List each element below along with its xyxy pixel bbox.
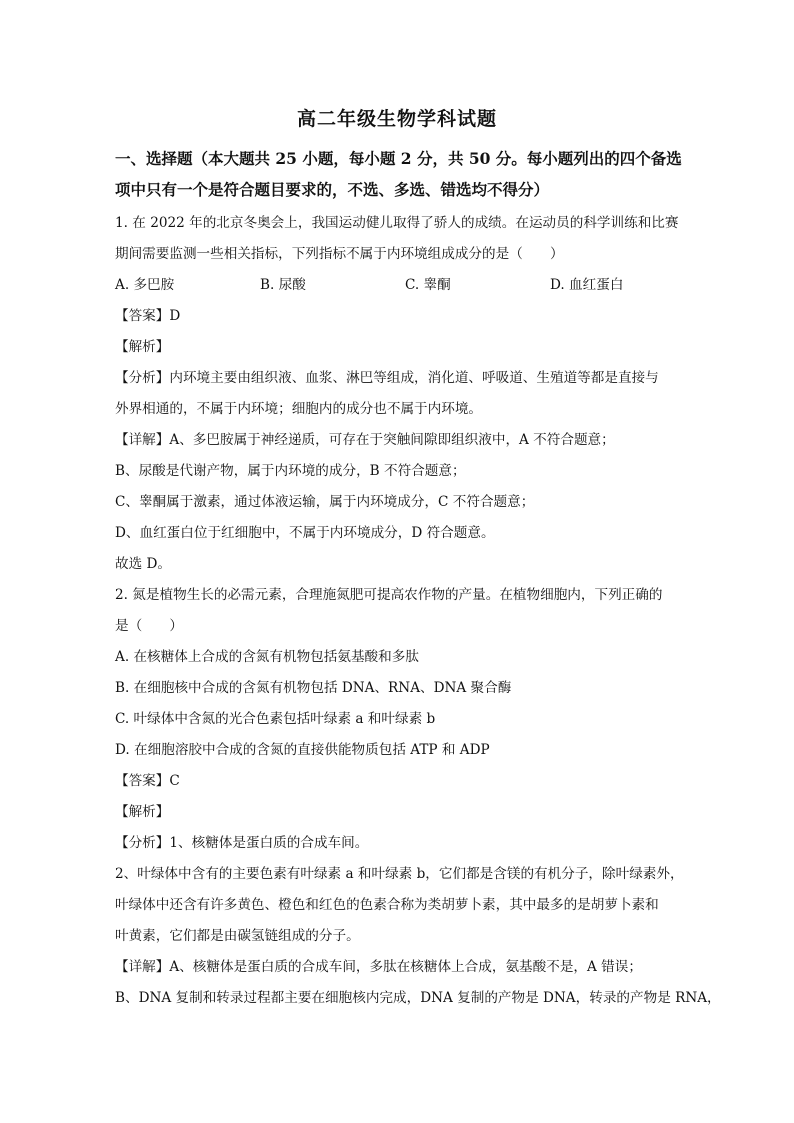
analysis-text: 2、叶绿体中含有的主要色素有叶绿素 a 和叶绿素 b，它们都是含镁的有机分子，除叶绿素外， — [115, 866, 684, 882]
option-b: B. 在细胞核中合成的含氮有机物包括 DNA、RNA、DNA 聚合酶 — [115, 680, 512, 696]
option-d: D. 血红蛋白 — [550, 277, 624, 293]
answer-line: 【答案】D — [115, 308, 181, 324]
question-stem: 2. 氮是植物生长的必需元素，合理施氮肥可提高农作物的产量。在植物细胞内，下列正确的 — [115, 587, 663, 603]
question-stem: 是（ ） — [115, 618, 183, 634]
detail-text: B、DNA 复制和转录过程都主要在细胞核内完成，DNA 复制的产物是 DNA，转录的产物是 RNA， — [115, 990, 721, 1006]
analysis-text: 叶绿体中还含有许多黄色、橙色和红色的色素合称为类胡萝卜素，其中最多的是胡萝卜素和 — [115, 897, 659, 913]
option-c: C. 叶绿体中含氮的光合色素包括叶绿素 a 和叶绿素 b — [115, 711, 436, 727]
section-heading-line: 项中只有一个是符合题目要求的，不选、多选、错选均不得分） — [115, 180, 550, 199]
option-b: B. 尿酸 — [260, 277, 306, 293]
option-a: A. 多巴胺 — [115, 277, 175, 293]
question-body — [115, 208, 721, 1014]
question-2 — [115, 580, 721, 1014]
option-d: D. 在细胞溶胶中合成的含氮的直接供能物质包括 ATP 和 ADP — [115, 742, 490, 758]
conclusion-text: 故选 D。 — [115, 556, 172, 572]
detail-text: B、尿酸是代谢产物，属于内环境的成分，B 不符合题意； — [115, 463, 466, 479]
analysis-tag: 【解析】 — [115, 339, 170, 355]
option-row — [115, 270, 695, 301]
detail-text: 【详解】A、核糖体是蛋白质的合成车间，多肽在核糖体上合成，氨基酸不是，A 错误； — [115, 959, 642, 975]
analysis-tag: 【解析】 — [115, 804, 170, 820]
section-heading-line: 一、选择题（本大题共 25 小题，每小题 2 分，共 50 分。每小题列出的四个备选 — [115, 149, 682, 168]
question-stem: 期间需要监测一些相关指标，下列指标不属于内环境组成成分的是（ ） — [115, 246, 564, 262]
option-a: A. 在核糖体上合成的含氮有机物包括氨基酸和多肽 — [115, 649, 419, 665]
analysis-text: 【分析】内环境主要由组织液、血浆、淋巴等组成，消化道、呼吸道、生殖道等都是直接与 — [115, 370, 659, 386]
analysis-text: 外界相通的，不属于内环境；细胞内的成分也不属于内环境。 — [115, 401, 483, 417]
detail-text: D、血红蛋白位于红细胞中，不属于内环境成分，D 符合题意。 — [115, 525, 495, 541]
detail-text: 【详解】A、多巴胺属于神经递质，可存在于突触间隙即组织液中，A 不符合题意； — [115, 432, 615, 448]
question-1 — [115, 208, 695, 580]
section-heading — [115, 143, 695, 205]
question-stem: 1. 在 2022 年的北京冬奥会上，我国运动健儿取得了骄人的成绩。在运动员的科学训练和比赛 — [115, 215, 679, 231]
analysis-text: 【分析】1、核糖体是蛋白质的合成车间。 — [115, 835, 369, 851]
detail-text: C、睾酮属于激素，通过体液运输，属于内环境成分，C 不符合题意； — [115, 494, 535, 510]
answer-line: 【答案】C — [115, 773, 180, 789]
analysis-text: 叶黄素，它们都是由碳氢链组成的分子。 — [115, 928, 360, 944]
option-c: C. 睾酮 — [405, 277, 451, 293]
page-title: 高二年级生物学科试题 — [296, 108, 497, 130]
